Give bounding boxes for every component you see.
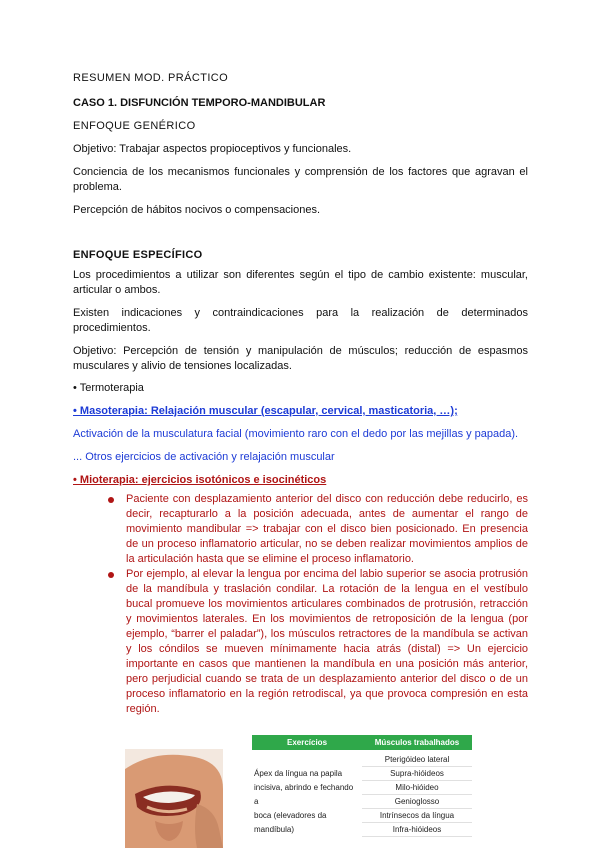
masoterapia-link[interactable]: • Masoterapia: Relajación muscular (escapular, cervical, masticatoria, …); — [73, 405, 458, 417]
specific-paragraph-indications: Existen indicaciones y contraindicaciones para la realización de determinados procedimientos. — [73, 307, 528, 334]
muscle-item: Supra-hióideos — [362, 767, 472, 781]
muscle-item: Milo-hióideo — [362, 781, 472, 795]
exercise-line: boca (elevadores da — [254, 811, 327, 820]
document-title: RESUMEN MOD. PRÁCTICO — [73, 72, 229, 84]
specific-paragraph-objective: Objetivo: Percepción de tensión y manipulación de músculos; reducción de espasmos musculares y alivio de tensiones localizadas. — [73, 345, 528, 372]
generic-paragraph-objective: Objetivo: Trabajar aspectos propioceptivos y funcionales. — [73, 143, 352, 155]
table-cell-exercise — [254, 767, 358, 837]
muscle-item: Intrínsecos da língua — [362, 809, 472, 823]
other-exercises-text: ... Otros ejercicios de activación y relajación muscular — [73, 451, 335, 463]
table-cell-muscles — [362, 753, 472, 837]
bullet-dot-icon — [108, 572, 114, 578]
muscle-item: Genioglosso — [362, 795, 472, 809]
exercise-line: Ápex da língua na papila — [254, 769, 343, 778]
bullet-item — [108, 492, 528, 567]
mouth-exercise-photo — [125, 749, 223, 848]
face-illustration-icon — [125, 749, 223, 848]
muscle-item: Pterigóideo lateral — [362, 753, 472, 767]
mioterapia-bullet-list — [108, 492, 528, 717]
specific-paragraph-procedures: Los procedimientos a utilizar son diferentes según el tipo de cambio existente: muscular, articular o ambos. — [73, 269, 528, 296]
generic-heading: ENFOQUE GENÉRICO — [73, 120, 196, 132]
specific-heading: ENFOQUE ESPECÍFICO — [73, 249, 203, 261]
mioterapia-heading: • Mioterapia: ejercicios isotónicos e isocinéticos — [73, 474, 327, 486]
table-header-row — [252, 735, 472, 750]
muscle-item: Infra-hióideos — [362, 823, 472, 837]
exercise-line: incisiva, abrindo e fechando a — [254, 783, 354, 806]
exercise-line: mandíbula) — [254, 825, 295, 834]
generic-paragraph-awareness: Conciencia de los mecanismos funcionales y comprensión de los factores que agravan el problema. — [73, 166, 528, 193]
bullet-dot-icon — [108, 497, 114, 503]
termoterapia-item: • Termoterapia — [73, 382, 144, 394]
case-heading: CASO 1. DISFUNCIÓN TEMPORO-MANDIBULAR — [73, 97, 326, 109]
activation-text: Activación de la musculatura facial (movimiento raro con el dedo por las mejillas y papada). — [73, 428, 519, 440]
bullet-item — [108, 567, 528, 717]
generic-paragraph-perception: Percepción de hábitos nocivos o compensaciones. — [73, 204, 321, 216]
table-header-exercises: Exercícios — [286, 738, 328, 747]
bullet-text: Por ejemplo, al elevar la lengua por encima del labio superior se asocia protrusión de la mandíbula y traslación condilar. La rotación de la lengua en el vestíbulo bucal promueve los movimientos articulares combinados de protrusión, retracción y movimientos laterales. En los movimientos de retroposición de la lengua (por ejemplo, “barrer el paladar”), los músculos retractores de la mandíbula se activan y los cóndilos se mueven mínimamente hacia atrás (distal) => Un ejercicio importante en casos que mantienen la mandíbula en una posición más anterior, pero perjudicial cuando se trata de un desplazamiento anterior del disco o de un proceso inflamatorio en la región retrodiscal, ya que provoca compresión en esta región. — [126, 568, 528, 715]
exercise-table — [252, 735, 472, 848]
bullet-text: Paciente con desplazamiento anterior del disco con reducción debe reducirlo, es decir, recapturarlo a la posición adecuada, antes de aumentar el rango de movimiento mandibular => trabajar con el disco bien posicionado. En presencia de un proceso inflamatorio articular, no se deben realizar movimientos amplios de la articulación hasta que se elimine el proceso inflamatorio. — [126, 493, 528, 565]
table-header-muscles: Músculos trabalhados — [374, 738, 460, 747]
